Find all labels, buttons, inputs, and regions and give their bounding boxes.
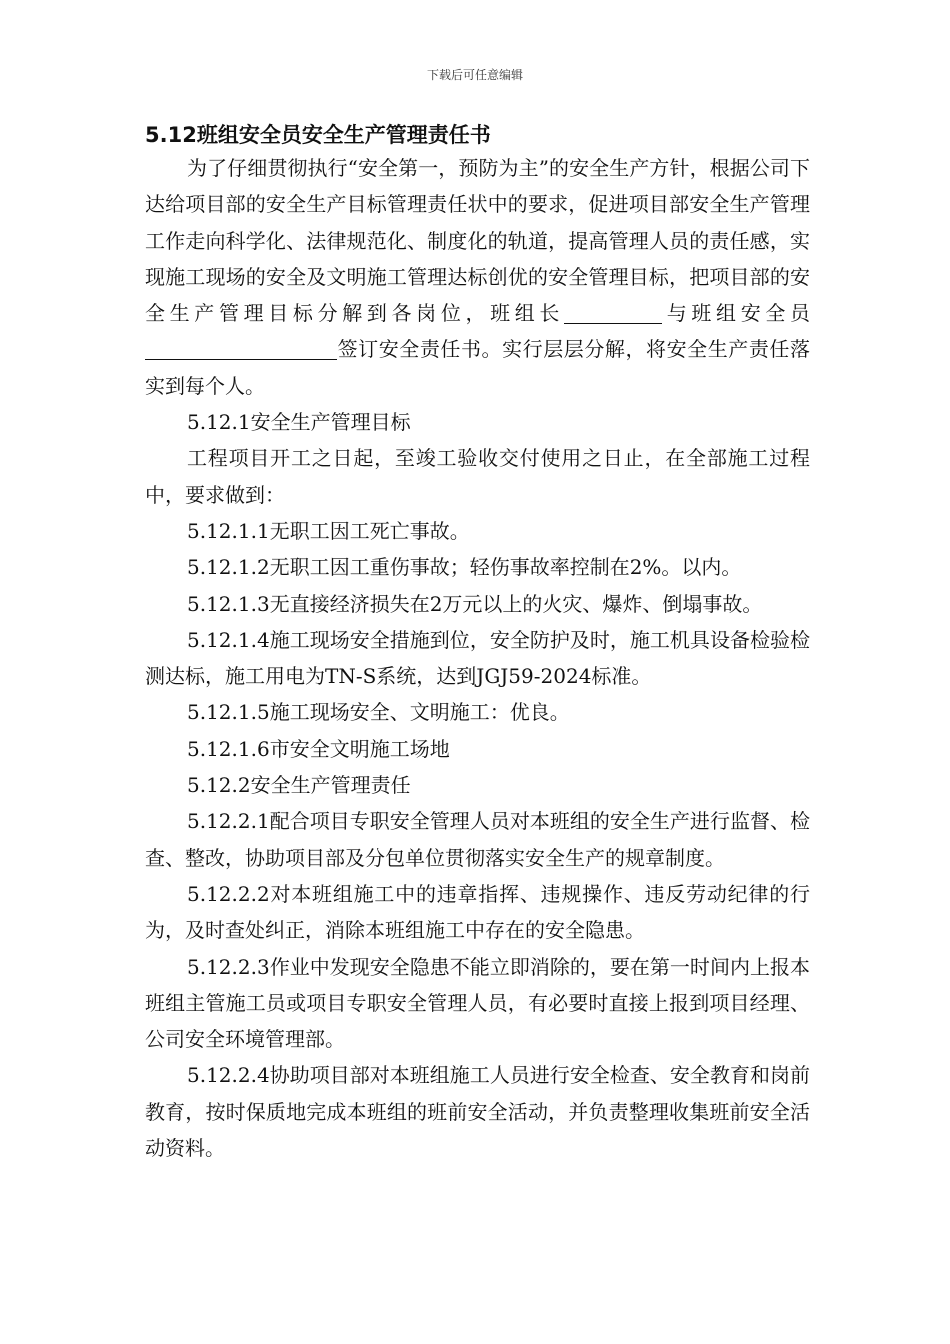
intro-text-3: 签订安全责任书。实行层层分解，将安全生产责任落实到每个人。 [145, 337, 810, 398]
section-1-intro: 工程项目开工之日起，至竣工验收交付使用之日止，在全部施工过程中，要求做到： [145, 446, 810, 507]
team-leader-blank[interactable] [564, 301, 662, 324]
list-item: 5.12.1.5施工现场安全、文明施工：优良。 [187, 700, 570, 725]
intro-paragraph [145, 150, 810, 404]
list-item: 5.12.2.1配合项目专职安全管理人员对本班组的安全生产进行监督、检查、整改，协助项目部及分包单位贯彻落实安全生产的规章制度。 [145, 809, 810, 870]
list-item: 5.12.1.3无直接经济损失在2万元以上的火灾、爆炸、倒塌事故。 [187, 591, 763, 616]
page-header: 下载后可任意编辑 [426, 68, 523, 82]
list-item: 5.12.1.4施工现场安全措施到位，安全防护及时，施工机具设备检验检测达标，施工用电为TN-S系统，达到JGJ59-2024标准。 [145, 627, 810, 689]
list-item: 5.12.1.6市安全文明施工场地 [187, 736, 450, 761]
list-item: 5.12.1.2无职工因工重伤事故；轻伤事故率控制在2%。以内。 [187, 555, 742, 580]
document-body [145, 120, 810, 1166]
intro-text-2: 与班组安全员 [662, 301, 811, 326]
list-item: 5.12.2.3作业中发现安全隐患不能立即消除的，要在第一时间内上报本班组主管施工员或项目专职安全管理人员，有必要时直接上报到项目经理、公司安全环境管理部。 [145, 954, 810, 1052]
section-heading-1: 5.12.1安全生产管理目标 [187, 410, 411, 435]
section-heading-2: 5.12.2安全生产管理责任 [187, 773, 411, 798]
list-item: 5.12.2.4协助项目部对本班组施工人员进行安全检查、安全教育和岗前教育，按时保质地完成本班组的班前安全活动，并负责整理收集班前安全活动资料。 [145, 1063, 810, 1161]
list-item: 5.12.2.2对本班组施工中的违章指挥、违规操作、违反劳动纪律的行为，及时查处纠正，消除本班组施工中存在的安全隐患。 [145, 881, 810, 943]
safety-officer-blank[interactable] [145, 337, 337, 360]
intro-text-1: 为了仔细贯彻执行“安全第一，预防为主”的安全生产方针，根据公司下达给项目部的安全生产目标管理责任状中的要求，促进项目部安全生产管理工作走向科学化、法律规范化、制度化的轨道，提高管理人员的责任感，实现施工现场的安全及文明施工管理达标创优的安全管理目标，把项目部的安全生产管理目标分解到各岗位，班组长 [145, 156, 810, 326]
list-item: 5.12.1.1无职工因工死亡事故。 [187, 518, 470, 543]
document-title: 5.12班组安全员安全生产管理责任书 [145, 123, 491, 147]
